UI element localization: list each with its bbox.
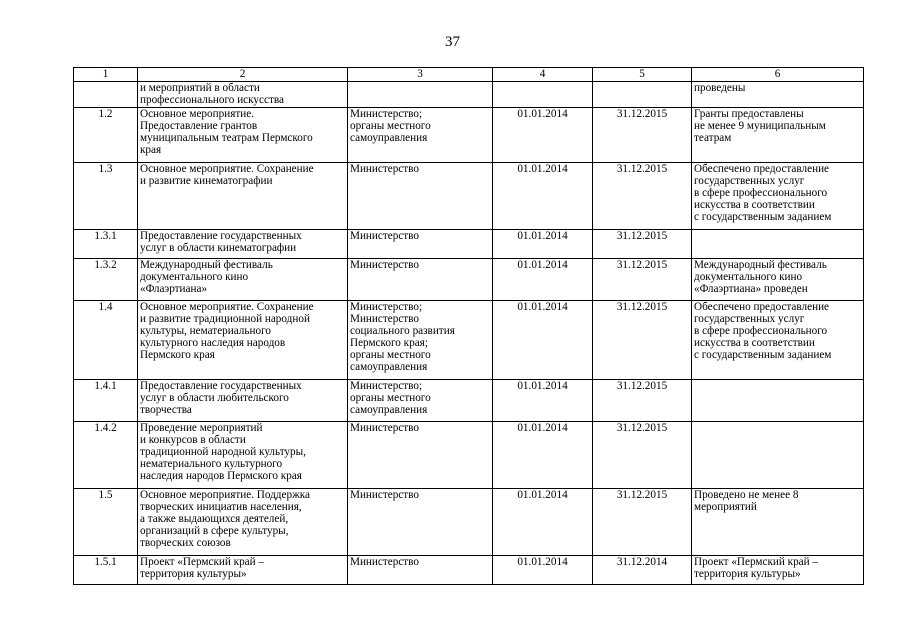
- expected-result: Обеспечено предоставление государственных услуг в сфере профессионального искусства в соответствии с государственным заданием: [692, 163, 864, 230]
- executor: Министерство; органы местного самоуправления: [348, 108, 493, 163]
- executor: Министерство; органы местного самоуправления: [348, 380, 493, 422]
- activity-name: Основное мероприятие. Поддержка творческих инициатив населения, а также выдающихся деятелей, организаций в сфере культуры, творческих союзов: [138, 489, 348, 556]
- row-number: 1.3: [74, 163, 138, 230]
- executor: Министерство: [348, 422, 493, 489]
- start-date: 01.01.2014: [493, 230, 593, 259]
- row-number: 1.4.2: [74, 422, 138, 489]
- start-date: 01.01.2014: [493, 301, 593, 380]
- start-date: 01.01.2014: [493, 556, 593, 585]
- column-header: 2: [138, 68, 348, 82]
- activity-name: Проект «Пермский край – территория культуры»: [138, 556, 348, 585]
- expected-result: Международный фестиваль документального кино «Флаэртиана» проведен: [692, 259, 864, 301]
- start-date: 01.01.2014: [493, 380, 593, 422]
- expected-result: [692, 422, 864, 489]
- table-row: [74, 301, 864, 380]
- start-date: 01.01.2014: [493, 163, 593, 230]
- column-header: 1: [74, 68, 138, 82]
- row-number: 1.5: [74, 489, 138, 556]
- table-row: [74, 163, 864, 230]
- row-number: 1.4.1: [74, 380, 138, 422]
- row-number: 1.5.1: [74, 556, 138, 585]
- end-date: 31.12.2015: [593, 259, 692, 301]
- end-date: 31.12.2014: [593, 556, 692, 585]
- expected-result: [692, 380, 864, 422]
- start-date: 01.01.2014: [493, 422, 593, 489]
- executor: Министерство; Министерство социального развития Пермского края; органы местного самоуправления: [348, 301, 493, 380]
- executor: Министерство: [348, 163, 493, 230]
- activity-name: Проведение мероприятий и конкурсов в области традиционной народной культуры, нематериального культурного наследия народов Пермского края: [138, 422, 348, 489]
- row-number: [74, 82, 138, 108]
- start-date: [493, 82, 593, 108]
- page-number: 37: [445, 34, 460, 50]
- end-date: 31.12.2015: [593, 422, 692, 489]
- start-date: 01.01.2014: [493, 489, 593, 556]
- table-header-row: [74, 68, 864, 82]
- table-row: [74, 380, 864, 422]
- table-row: [74, 422, 864, 489]
- activity-name: Предоставление государственных услуг в области кинематографии: [138, 230, 348, 259]
- table-row: [74, 230, 864, 259]
- activity-name: Предоставление государственных услуг в области любительского творчества: [138, 380, 348, 422]
- table-row: [74, 82, 864, 108]
- executor: [348, 82, 493, 108]
- activity-name: Основное мероприятие. Предоставление грантов муниципальным театрам Пермского края: [138, 108, 348, 163]
- row-number: 1.3.2: [74, 259, 138, 301]
- end-date: 31.12.2015: [593, 163, 692, 230]
- column-header: 4: [493, 68, 593, 82]
- activity-name: Международный фестиваль документального кино «Флаэртиана»: [138, 259, 348, 301]
- column-header: 6: [692, 68, 864, 82]
- activity-name: Основное мероприятие. Сохранение и развитие традиционной народной культуры, нематериального культурного наследия народов Пермского края: [138, 301, 348, 380]
- executor: Министерство: [348, 230, 493, 259]
- activity-name: и мероприятий в области профессионального искусства: [138, 82, 348, 108]
- expected-result: [692, 230, 864, 259]
- table-row: [74, 108, 864, 163]
- table-row: [74, 259, 864, 301]
- expected-result: Гранты предоставлены не менее 9 муниципальным театрам: [692, 108, 864, 163]
- column-header: 5: [593, 68, 692, 82]
- end-date: 31.12.2015: [593, 380, 692, 422]
- expected-result: Проведено не менее 8 мероприятий: [692, 489, 864, 556]
- end-date: [593, 82, 692, 108]
- end-date: 31.12.2015: [593, 230, 692, 259]
- executor: Министерство: [348, 489, 493, 556]
- activity-name: Основное мероприятие. Сохранение и развитие кинематографии: [138, 163, 348, 230]
- activities-table: [73, 67, 864, 585]
- end-date: 31.12.2015: [593, 301, 692, 380]
- executor: Министерство: [348, 259, 493, 301]
- end-date: 31.12.2015: [593, 108, 692, 163]
- end-date: 31.12.2015: [593, 489, 692, 556]
- column-header: 3: [348, 68, 493, 82]
- row-number: 1.3.1: [74, 230, 138, 259]
- row-number: 1.2: [74, 108, 138, 163]
- expected-result: Проект «Пермский край – территория культуры»: [692, 556, 864, 585]
- expected-result: Обеспечено предоставление государственных услуг в сфере профессионального искусства в соответствии с государственным заданием: [692, 301, 864, 380]
- executor: Министерство: [348, 556, 493, 585]
- table-row: [74, 489, 864, 556]
- table-row: [74, 556, 864, 585]
- expected-result: проведены: [692, 82, 864, 108]
- start-date: 01.01.2014: [493, 108, 593, 163]
- start-date: 01.01.2014: [493, 259, 593, 301]
- row-number: 1.4: [74, 301, 138, 380]
